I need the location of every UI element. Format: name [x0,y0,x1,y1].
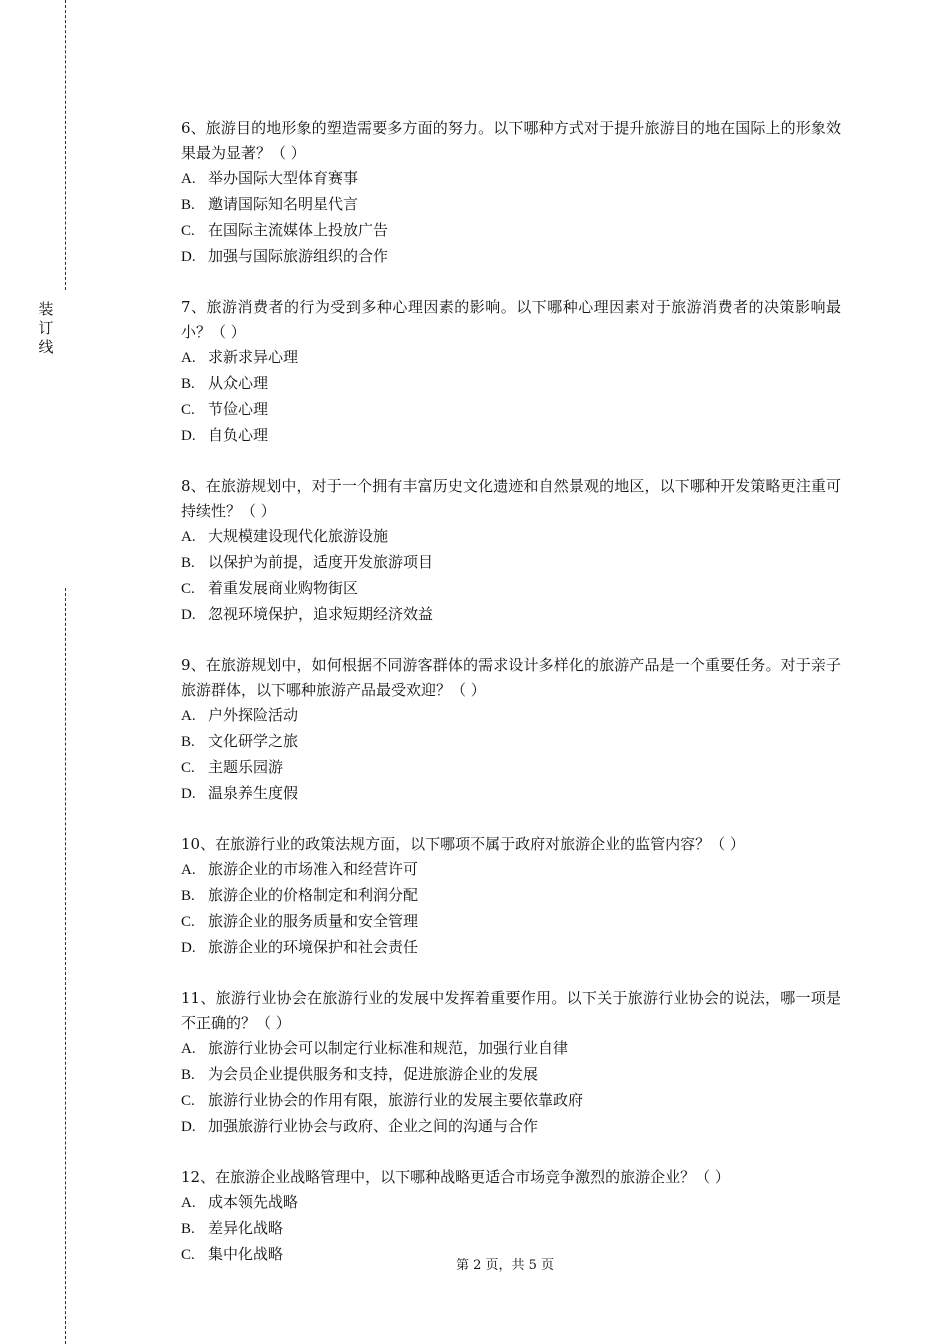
question-stem: 6、旅游目的地形象的塑造需要多方面的努力。以下哪种方式对于提升旅游目的地在国际上的形象效果最为显著？（ ） [181,119,841,162]
option-text: 旅游企业的价格制定和利润分配 [208,886,419,904]
option-b [181,883,841,909]
option-text: 文化研学之旅 [208,732,299,750]
option-d [181,1114,841,1140]
option-letter: A. [181,1041,196,1057]
question-stem: 10、在旅游行业的政策法规方面，以下哪项不属于政府对旅游企业的监管内容？（ ） [181,835,745,853]
option-letter: C. [181,581,195,597]
option-letter: C. [181,1247,195,1263]
option-letter: D. [181,786,196,802]
option-letter: D. [181,607,196,623]
question-7 [181,295,841,449]
option-letter: A. [181,529,196,545]
option-c [181,755,841,781]
option-text: 以保护为前提，适度开发旅游项目 [208,553,434,571]
option-a [181,1036,841,1062]
option-d [181,935,841,961]
option-text: 节俭心理 [208,400,269,418]
option-letter: B. [181,1067,195,1083]
question-stem: 7、旅游消费者的行为受到多种心理因素的影响。以下哪种心理因素对于旅游消费者的决策影响最小？（ ） [181,298,841,341]
option-text: 差异化战略 [208,1219,284,1237]
option-text: 旅游行业协会可以制定行业标准和规范，加强行业自律 [208,1039,569,1057]
option-letter: A. [181,350,196,366]
option-text: 旅游企业的市场准入和经营许可 [208,860,419,878]
question-list [181,116,841,1293]
option-letter: B. [181,197,195,213]
option-c [181,576,841,602]
option-letter: B. [181,1221,195,1237]
option-b [181,192,841,218]
option-text: 户外探险活动 [208,706,299,724]
option-a [181,345,841,371]
question-stem: 11、旅游行业协会在旅游行业的发展中发挥着重要作用。以下关于旅游行业协会的说法，哪一项是不正确的？（ ） [181,989,841,1032]
option-text: 加强旅游行业协会与政府、企业之间的沟通与合作 [208,1117,539,1135]
question-12 [181,1165,841,1268]
option-letter: A. [181,1195,196,1211]
question-11 [181,986,841,1140]
option-letter: D. [181,940,196,956]
option-letter: C. [181,760,195,776]
option-text: 邀请国际知名明星代言 [208,195,359,213]
option-b [181,1062,841,1088]
option-text: 求新求异心理 [208,348,299,366]
question-stem: 12、在旅游企业战略管理中，以下哪种战略更适合市场竞争激烈的旅游企业？（ ） [181,1168,730,1186]
option-text: 旅游企业的服务质量和安全管理 [208,912,419,930]
option-text: 主题乐园游 [208,758,284,776]
option-a [181,166,841,192]
option-text: 旅游企业的环境保护和社会责任 [208,938,419,956]
binding-line-top [65,0,66,290]
option-letter: D. [181,249,196,265]
question-stem: 8、在旅游规划中，对于一个拥有丰富历史文化遗迹和自然景观的地区，以下哪种开发策略更注重可持续性？（ ） [181,477,841,520]
option-letter: C. [181,914,195,930]
option-text: 举办国际大型体育赛事 [208,169,359,187]
option-a [181,524,841,550]
binding-label [36,300,56,357]
option-text: 成本领先战略 [208,1193,299,1211]
option-text: 从众心理 [208,374,269,392]
option-letter: D. [181,428,196,444]
option-text: 忽视环境保护，追求短期经济效益 [208,605,434,623]
option-letter: A. [181,862,196,878]
option-a [181,857,841,883]
option-d [181,602,841,628]
binding-char: 订 [38,319,54,337]
option-text: 自负心理 [208,426,269,444]
option-c [181,1088,841,1114]
option-text: 为会员企业提供服务和支持，促进旅游企业的发展 [208,1065,539,1083]
option-text: 旅游行业协会的作用有限，旅游行业的发展主要依靠政府 [208,1091,584,1109]
option-c [181,909,841,935]
option-text: 集中化战略 [208,1245,284,1263]
option-letter: A. [181,171,196,187]
page-footer: 第 2 页，共 5 页 [455,1258,555,1273]
question-10 [181,832,841,961]
question-6 [181,116,841,270]
option-letter: B. [181,376,195,392]
option-d [181,244,841,270]
question-9 [181,653,841,807]
option-text: 在国际主流媒体上投放广告 [208,221,389,239]
question-8 [181,474,841,628]
option-letter: C. [181,402,195,418]
option-text: 加强与国际旅游组织的合作 [208,247,389,265]
option-letter: D. [181,1119,196,1135]
option-text: 大规模建设现代化旅游设施 [208,527,389,545]
option-a [181,703,841,729]
option-b [181,1216,841,1242]
option-d [181,781,841,807]
option-letter: B. [181,888,195,904]
option-b [181,371,841,397]
option-letter: B. [181,555,195,571]
option-letter: C. [181,1093,195,1109]
option-c [181,397,841,423]
option-text: 着重发展商业购物街区 [208,579,359,597]
binding-line-bottom [65,588,66,1344]
binding-char: 线 [38,338,54,356]
option-d [181,423,841,449]
option-c [181,218,841,244]
binding-char: 装 [38,300,54,318]
option-text: 温泉养生度假 [208,784,299,802]
option-letter: A. [181,708,196,724]
question-stem: 9、在旅游规划中，如何根据不同游客群体的需求设计多样化的旅游产品是一个重要任务。对于亲子旅游群体，以下哪种旅游产品最受欢迎？（ ） [181,656,841,699]
option-a [181,1190,841,1216]
option-letter: B. [181,734,195,750]
option-b [181,550,841,576]
option-letter: C. [181,223,195,239]
option-b [181,729,841,755]
